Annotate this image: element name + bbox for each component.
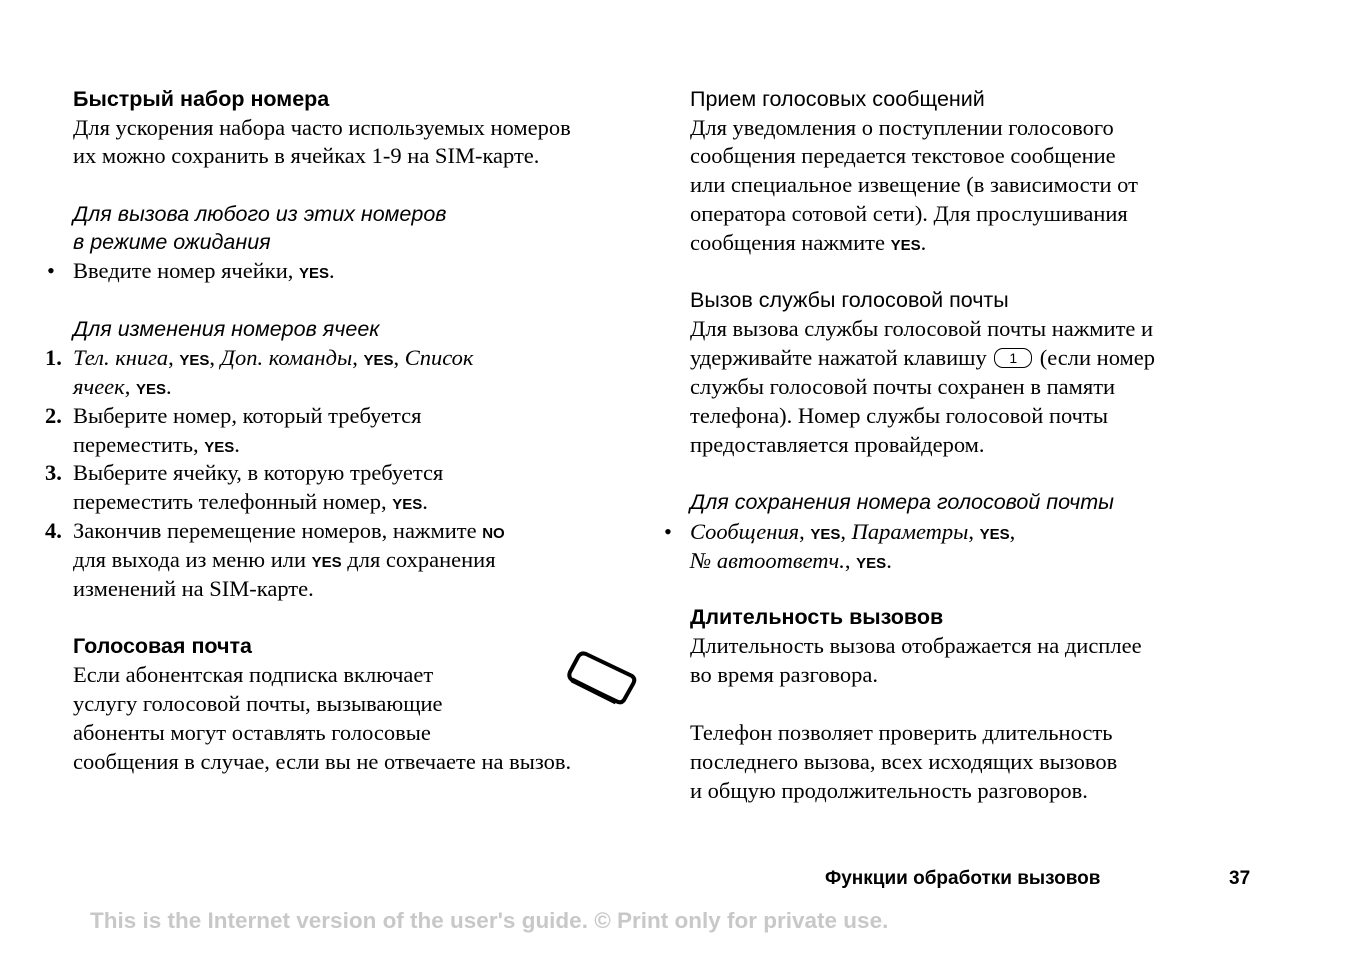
section-heading: Голосовая почта bbox=[73, 634, 252, 658]
body-text: удерживайте нажатой клавишу bbox=[690, 345, 993, 370]
body-text: или специальное извещение (в зависимости от bbox=[690, 172, 1138, 197]
key-label: YES bbox=[856, 555, 887, 572]
footer-section-title: Функции обработки вызовов bbox=[825, 868, 1101, 889]
text-line bbox=[73, 315, 379, 343]
text-line bbox=[73, 546, 496, 577]
body-text: . bbox=[422, 489, 428, 514]
text-line bbox=[690, 402, 1108, 430]
body-text: последнего вызова, всех исходящих вызовов bbox=[690, 749, 1118, 774]
menu-item-text: Доп. команды bbox=[220, 345, 353, 370]
instruction-heading: в режиме ожидания bbox=[73, 230, 271, 254]
body-text: Выберите ячейку, в которую требуется bbox=[73, 460, 444, 485]
text-line bbox=[690, 488, 1114, 516]
body-text: для сохранения bbox=[341, 547, 496, 572]
key-label: YES bbox=[979, 526, 1010, 543]
body-text: во время разговора. bbox=[690, 662, 879, 687]
text-line bbox=[690, 114, 1114, 142]
text-line bbox=[73, 85, 329, 113]
body-text: , bbox=[1009, 519, 1016, 544]
instruction-heading: Для вызова любого из этих номеров bbox=[73, 202, 447, 226]
body-text: их можно сохранить в ячейках 1-9 на SIM-карте. bbox=[73, 143, 540, 168]
page-number: 37 bbox=[1229, 868, 1251, 889]
text-line bbox=[47, 257, 335, 288]
text-line bbox=[73, 690, 443, 718]
bullet: • bbox=[664, 519, 672, 544]
body-text: переместить, bbox=[73, 432, 205, 457]
text-line bbox=[690, 85, 985, 113]
instruction-heading: Для изменения номеров ячеек bbox=[73, 317, 380, 341]
key-label: YES bbox=[204, 439, 235, 456]
body-text: телефона). Номер службы голосовой почты bbox=[690, 403, 1108, 428]
body-text: Длительность вызова отображается на дисплее bbox=[690, 633, 1142, 658]
text-line bbox=[73, 431, 240, 462]
text-line bbox=[73, 632, 252, 660]
text-line bbox=[690, 661, 878, 689]
body-text: сообщения в случае, если вы не отвечаете на вызов. bbox=[73, 749, 572, 774]
body-text: , bbox=[968, 519, 980, 544]
text-line bbox=[73, 661, 433, 689]
body-text: , bbox=[840, 519, 852, 544]
body-text: службы голосовой почты сохранен в памяти bbox=[690, 374, 1116, 399]
menu-item-text: Сообщения bbox=[690, 519, 800, 544]
body-text: сообщения нажмите bbox=[690, 230, 891, 255]
text-line bbox=[73, 200, 447, 228]
key-label: YES bbox=[299, 265, 330, 282]
text-line bbox=[690, 315, 1153, 343]
body-text: (если номер bbox=[1034, 345, 1156, 370]
phone-icon bbox=[566, 650, 638, 706]
text-line bbox=[73, 575, 314, 603]
text-line bbox=[73, 719, 431, 747]
body-text: переместить телефонный номер, bbox=[73, 489, 393, 514]
menu-item-text: ячеек bbox=[73, 374, 125, 399]
list-number: 2. bbox=[45, 403, 62, 428]
list-number: 4. bbox=[45, 518, 62, 543]
body-text: . bbox=[920, 230, 927, 255]
menu-item-text: № автоответч. bbox=[690, 548, 845, 573]
body-text: Введите номер ячейки, bbox=[73, 258, 299, 283]
body-text: Если абонентская подписка включает bbox=[73, 662, 434, 687]
body-text: , bbox=[844, 548, 857, 573]
body-text: . bbox=[886, 548, 892, 573]
menu-item-text: Список bbox=[404, 345, 474, 370]
text-line bbox=[73, 748, 571, 776]
text-line bbox=[73, 228, 271, 256]
text-line bbox=[45, 402, 422, 430]
key-label: YES bbox=[810, 526, 841, 543]
menu-item-text: Тел. книга bbox=[73, 345, 169, 370]
body-text: , bbox=[209, 345, 221, 370]
text-line bbox=[73, 373, 172, 404]
instruction-heading: Для сохранения номера голосовой почты bbox=[690, 490, 1114, 514]
body-text: предоставляется провайдером. bbox=[690, 432, 985, 457]
body-text: , bbox=[393, 345, 405, 370]
body-text: Для вызова службы голосовой почты нажмите и bbox=[690, 316, 1154, 341]
text-line bbox=[45, 459, 444, 487]
key-label: YES bbox=[890, 237, 921, 254]
subheading: Прием голосовых сообщений bbox=[690, 87, 985, 111]
watermark-notice: This is the Internet version of the user's guide. © Print only for private use. bbox=[90, 908, 889, 933]
section-heading: Длительность вызовов bbox=[690, 605, 944, 629]
text-line bbox=[73, 142, 539, 170]
body-text: , bbox=[799, 519, 811, 544]
body-text: , bbox=[168, 345, 180, 370]
body-text: Для ускорения набора часто используемых номеров bbox=[73, 115, 571, 140]
body-text: , bbox=[124, 374, 136, 399]
text-line bbox=[690, 547, 892, 578]
text-line bbox=[690, 286, 1009, 314]
text-line bbox=[690, 777, 1088, 805]
list-number: 1. bbox=[45, 345, 62, 370]
body-text: оператора сотовой сети). Для прослушивания bbox=[690, 201, 1128, 226]
menu-item-text: Параметры bbox=[851, 519, 969, 544]
text-line bbox=[690, 431, 985, 459]
body-text: сообщения передается текстовое сообщение bbox=[690, 143, 1116, 168]
body-text: . bbox=[165, 374, 172, 399]
text-line bbox=[690, 229, 926, 260]
body-text: Телефон позволяет проверить длительность bbox=[690, 720, 1113, 745]
text-line bbox=[690, 171, 1138, 199]
body-text: Закончив перемещение номеров, нажмите bbox=[73, 518, 483, 543]
text-line bbox=[690, 373, 1115, 401]
bullet: • bbox=[47, 258, 55, 283]
text-line bbox=[45, 344, 474, 375]
text-line bbox=[690, 344, 1155, 372]
text-line bbox=[690, 603, 943, 631]
body-text: услугу голосовой почты, вызывающие bbox=[73, 691, 443, 716]
body-text: и общую продолжительность разговоров. bbox=[690, 778, 1088, 803]
key-1-icon: 1 bbox=[994, 348, 1032, 368]
body-text: . bbox=[329, 258, 335, 283]
text-line bbox=[73, 114, 571, 142]
body-text: абоненты могут оставлять голосовые bbox=[73, 720, 431, 745]
key-label: YES bbox=[135, 381, 166, 398]
key-label: YES bbox=[179, 352, 210, 369]
body-text: для выхода из меню или bbox=[73, 547, 312, 572]
text-line bbox=[73, 488, 428, 519]
key-label: NO bbox=[482, 525, 505, 542]
body-text: изменений на SIM-карте. bbox=[73, 576, 314, 601]
body-text: Для уведомления о поступлении голосового bbox=[690, 115, 1114, 140]
text-line bbox=[690, 719, 1112, 747]
text-line bbox=[690, 632, 1142, 660]
key-label: YES bbox=[363, 352, 394, 369]
section-heading: Быстрый набор номера bbox=[73, 87, 330, 111]
text-line bbox=[664, 518, 1016, 549]
text-line bbox=[690, 142, 1116, 170]
text-line bbox=[690, 748, 1117, 776]
subheading: Вызов службы голосовой почты bbox=[690, 288, 1009, 312]
text-line bbox=[690, 200, 1128, 228]
body-text: Выберите номер, который требуется bbox=[73, 403, 422, 428]
key-label: YES bbox=[392, 496, 423, 513]
key-label: YES bbox=[311, 554, 342, 571]
text-line bbox=[45, 517, 505, 548]
body-text: , bbox=[352, 345, 364, 370]
body-text: . bbox=[234, 432, 240, 457]
list-number: 3. bbox=[45, 460, 62, 485]
